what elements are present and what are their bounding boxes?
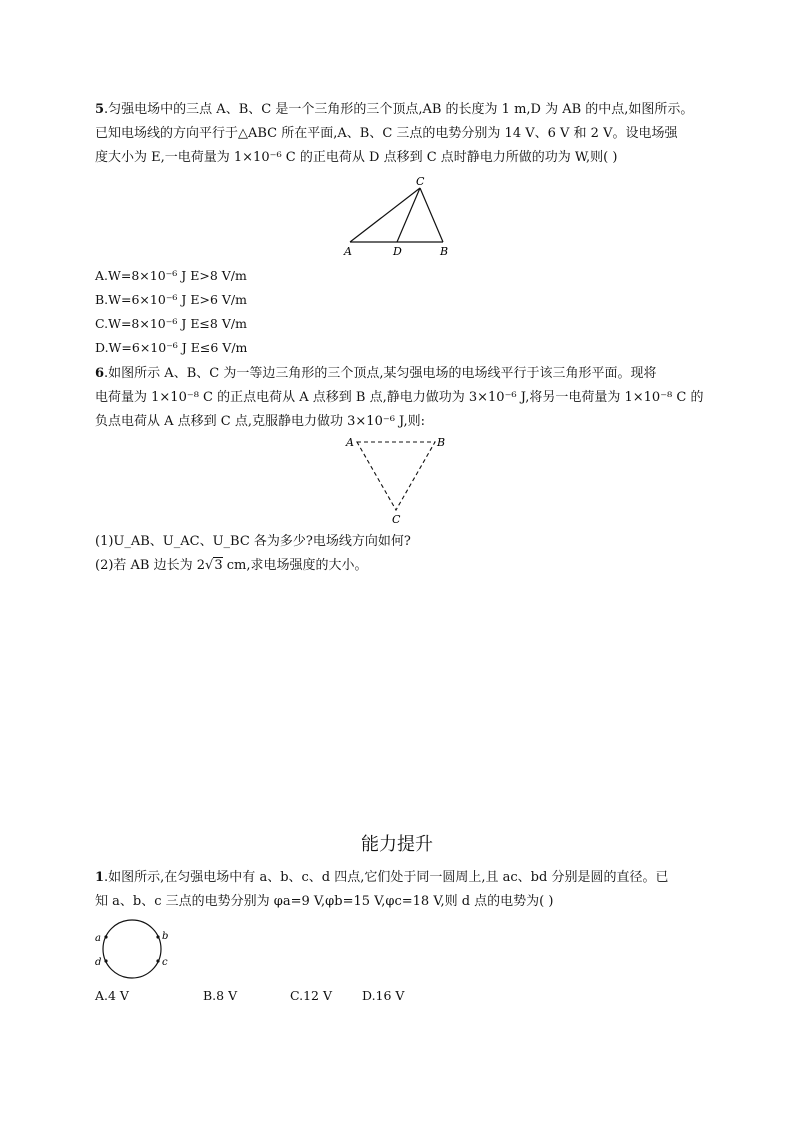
p1-point-a	[104, 935, 107, 938]
p1-number: 1	[95, 870, 105, 885]
q6-label-b: B	[437, 436, 446, 449]
p1-option-a[interactable]: A.4 V	[95, 988, 129, 1003]
p1-text-1: .如图所示,在匀强电场中有 a、b、c、d 四点,它们处于同一圆周上,且 ac、bd 分别是圆的直径。已	[104, 870, 669, 885]
q6-label-a: A	[346, 436, 354, 449]
q5-side-bc	[420, 188, 443, 242]
p1-circle	[103, 920, 161, 978]
q6-sub2-radicand: 3	[214, 558, 223, 573]
q5-option-b[interactable]: B.W=6×10⁻⁶ J E>6 V/m	[95, 292, 247, 307]
q5-number: 5	[95, 102, 105, 117]
p1-line-1	[95, 868, 668, 888]
q6-line-1	[95, 364, 656, 384]
p1-line-2: 知 a、b、c 三点的电势分别为 φa=9 V,φb=15 V,φc=18 V,则 d 点的电势为( )	[95, 894, 554, 909]
q6-equilateral-triangle-figure	[340, 432, 455, 526]
q5-triangle-figure	[335, 172, 465, 262]
p1-point-b	[156, 935, 159, 938]
p1-point-c	[156, 959, 159, 962]
q6-line-3: 负点电荷从 A 点移到 C 点,克服静电力做功 3×10⁻⁶ J,则:	[95, 414, 426, 429]
p1-option-b[interactable]: B.8 V	[203, 988, 238, 1003]
p1-label-d: d	[95, 957, 102, 968]
q5-line-2: 已知电场线的方向平行于△ABC 所在平面,A、B、C 三点的电势分别为 14 V、6 V 和 2 V。设电场强	[95, 126, 678, 141]
p1-point-d	[104, 959, 107, 962]
q5-option-d[interactable]: D.W=6×10⁻⁶ J E≤6 V/m	[95, 340, 248, 355]
p1-label-a: a	[95, 933, 101, 944]
p1-label-c: c	[162, 957, 168, 968]
p1-option-c[interactable]: C.12 V	[290, 988, 332, 1003]
p1-option-d[interactable]: D.16 V	[362, 988, 405, 1003]
section-title: 能力提升	[361, 834, 433, 855]
q6-number: 6	[95, 366, 105, 381]
q5-label-a: A	[344, 245, 352, 258]
sqrt-sign: √	[205, 558, 214, 573]
q6-triangle	[357, 442, 435, 510]
q6-label-c: C	[392, 513, 401, 526]
q6-text-1: .如图所示 A、B、C 为一等边三角形的三个顶点,某匀强电场的电场线平行于该三角形平面。现将	[104, 366, 657, 381]
q5-option-a[interactable]: A.W=8×10⁻⁶ J E>8 V/m	[95, 268, 247, 283]
q5-label-d: D	[393, 245, 402, 258]
q5-label-b: B	[440, 245, 449, 258]
q5-text-1: .匀强电场中的三点 A、B、C 是一个三角形的三个顶点,AB 的长度为 1 m,D 为 AB 的中点,如图所示。	[104, 102, 694, 117]
p1-circle-figure	[92, 914, 177, 984]
q6-subquestion-2	[95, 556, 367, 576]
q5-side-ac	[350, 188, 420, 242]
q6-sub2-post: cm,求电场强度的大小。	[222, 558, 368, 573]
q5-label-c: C	[416, 175, 425, 188]
q6-line-2: 电荷量为 1×10⁻⁸ C 的正点电荷从 A 点移到 B 点,静电力做功为 3×10⁻⁶ J,将另一电荷量为 1×10⁻⁸ C 的	[95, 390, 704, 405]
q6-sub2-pre: (2)若 AB 边长为 2	[95, 558, 206, 573]
p1-label-b: b	[162, 931, 169, 942]
q5-line-3: 度大小为 E,一电荷量为 1×10⁻⁶ C 的正电荷从 D 点移到 C 点时静电力所做的功为 W,则( )	[95, 150, 618, 165]
q6-subquestion-1: (1)U_AB、U_AC、U_BC 各为多少?电场线方向如何?	[95, 534, 411, 549]
q5-option-c[interactable]: C.W=8×10⁻⁶ J E≤8 V/m	[95, 316, 247, 331]
q5-line-1	[95, 100, 693, 120]
q5-segment-dc	[397, 188, 420, 242]
